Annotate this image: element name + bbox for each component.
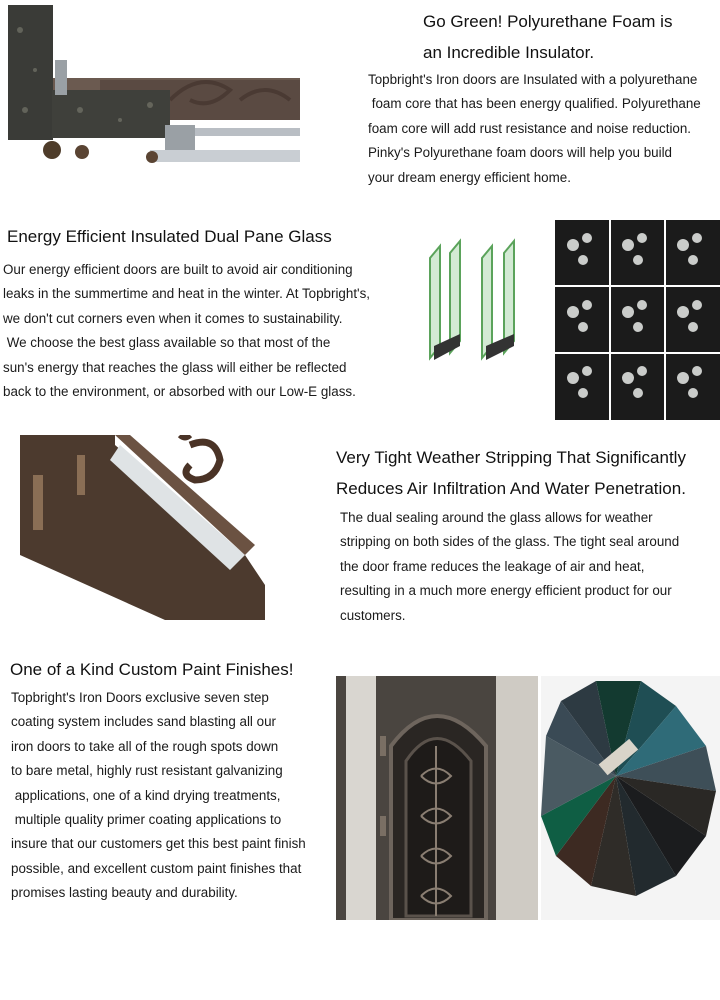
section4-body [11,686,306,906]
section1-body [368,68,701,190]
paint-swatch-image [541,676,720,920]
dual-pane-glass-image [420,238,545,373]
section3-title [336,442,686,504]
section3-body-line: resulting in a much more energy efficient product for our [340,583,672,599]
iron-door-image [336,676,538,920]
section4-body-line: applications, one of a kind drying treatments, [11,787,281,803]
section4-body-line: promises lasting beauty and durability. [11,885,238,901]
section3-body-line: the door frame reduces the leakage of air and heat, [340,558,645,574]
section2-body-line: sun's energy that reaches the glass will either be reflected [3,359,347,375]
section1-body-line: Pinky's Polyurethane foam doors will help you build [368,145,673,161]
section3-body [340,506,679,628]
section1-body-line: foam core that has been energy qualified. Polyurethane [368,96,701,112]
section1-body-line: foam core will add rust resistance and noise reduction. [368,120,692,136]
section1-body-line: your dream energy efficient home. [368,169,571,185]
section4-body-line: iron doors to take all of the rough spots down [11,738,279,754]
foam-insulator-image [0,0,305,180]
section3-title-line: Very Tight Weather Stripping That Significantly [336,448,686,467]
section4-body-line: possible, and excellent custom paint finishes that [11,860,302,876]
section4-body-line: multiple quality primer coating applications to [11,812,282,828]
section3-body-line: stripping on both sides of the glass. The tight seal around [340,534,680,550]
section3-title-line: Reduces Air Infiltration And Water Penetration. [336,479,686,498]
section4-title: One of a Kind Custom Paint Finishes! [10,660,294,679]
section2-body-line: back to the environment, or absorbed with our Low-E glass. [3,384,356,400]
section1-title-line: Go Green! Polyurethane Foam is [423,12,673,31]
section1-title-line: an Incredible Insulator. [423,43,595,62]
section2-body-line: leaks in the summertime and heat in the winter. At Topbright's, [3,286,371,302]
weather-stripping-image [15,435,270,620]
section4-body-line: to bare metal, highly rust resistant galvanizing [11,763,283,779]
section2-body-line: Our energy efficient doors are built to avoid air conditioning [3,262,353,277]
section2-body-line: We choose the best glass available so that most of the [3,335,331,351]
section1-title [423,6,672,68]
section2-body [3,258,370,404]
section2-body-line: we don't cut corners even when it comes to sustainability. [3,310,343,326]
glass-samples-grid-image [555,220,720,420]
section3-body-line: The dual sealing around the glass allows for weather [340,510,653,525]
section2-title: Energy Efficient Insulated Dual Pane Glass [7,227,332,246]
section4-body-line: coating system includes sand blasting all our [11,714,276,730]
section4-body-line: Topbright's Iron Doors exclusive seven step [11,690,269,705]
section4-body-line: insure that our customers get this best paint finish [11,836,306,852]
section3-body-line: customers. [340,607,406,623]
section1-body-line: Topbright's Iron doors are Insulated with a polyurethane [368,72,698,87]
